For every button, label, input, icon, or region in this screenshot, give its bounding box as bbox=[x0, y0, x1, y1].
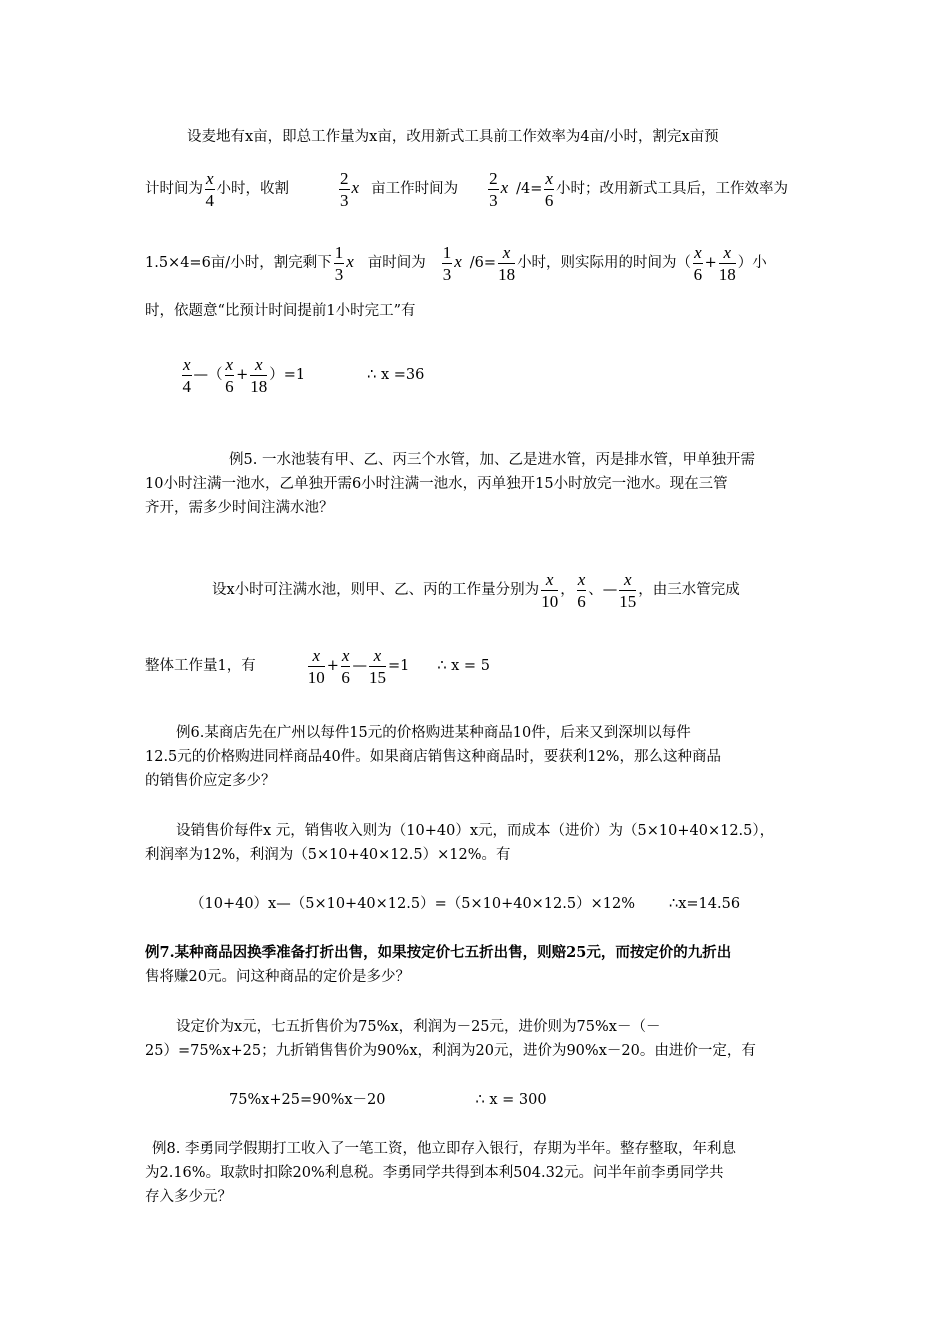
result: ∴ x = 300 bbox=[475, 1092, 547, 1108]
equation bbox=[190, 895, 740, 913]
text: ）小 bbox=[737, 255, 767, 271]
paragraph-line: 设麦地有x亩，即总工作量为x亩，改用新式工具前工作效率为4亩/小时，割完x亩预 bbox=[187, 129, 719, 145]
fraction: $\frac{x}{6}$ bbox=[577, 569, 586, 611]
fraction: $\frac{2}{3}$ bbox=[340, 168, 349, 210]
fraction: $\frac{x}{4}$ bbox=[182, 354, 192, 396]
result: ∴ x =36 bbox=[367, 367, 425, 383]
fraction: $\frac{x}{18}$ bbox=[498, 242, 516, 284]
text: /6= bbox=[469, 255, 497, 271]
example-6-line: 例6.某商店先在广州以每件15元的价格购进某种商品10件，后来又到深圳以每件 bbox=[176, 725, 691, 741]
text: 亩工作时间为 bbox=[371, 181, 459, 197]
text: =1 bbox=[387, 658, 410, 674]
fraction: $\frac{x}{18}$ bbox=[718, 242, 736, 284]
text: 亩时间为 bbox=[367, 255, 426, 271]
text: 小时；改用新式工具后，工作效率为 bbox=[555, 181, 788, 197]
fraction: $\frac{1}{3}$ bbox=[334, 242, 344, 284]
text: ，由三水管完成 bbox=[638, 582, 740, 598]
example-6-line: 12.5元的价格购进同样商品40件。如果商店销售这种商品时，要获利12%，那么这种商品 bbox=[145, 749, 721, 765]
fraction: $\frac{x}{18}$ bbox=[250, 354, 268, 396]
solution-line: 设销售价每件x 元，销售收入则为（10+40）x元，而成本（进价）为（5×10+40×12.5）， bbox=[176, 823, 775, 839]
fraction: $\frac{x}{6}$ bbox=[341, 645, 350, 687]
text: 设x小时可注满水池，则甲、乙、丙的工作量分别为 bbox=[212, 582, 540, 598]
text: 1.5×4=6亩/小时，割完剩下 bbox=[145, 255, 332, 271]
result: ∴ x = 5 bbox=[437, 658, 490, 674]
paragraph-line: 计时间为 $\frac{x}{4}$ 小时，收割 $\frac{2}{3}$ x 亩工作时间为 $\frac{2}{3}$ x /4= $\frac{x}{6}$ 小时；改用新式工具后，工作效率为 bbox=[145, 168, 788, 210]
text: 小时，则实际用的时间为（ bbox=[517, 255, 692, 271]
solution-line: 整体工作量1，有 $\frac{x}{10}$ + $\frac{x}{6}$ — $\frac{x}{15}$ =1 ∴ x = 5 bbox=[145, 645, 490, 687]
fraction: $\frac{x}{15}$ bbox=[368, 645, 386, 687]
solution-line: 设定价为x元，七五折售价为75%x，利润为－25元，进价则为75%x－（－ bbox=[176, 1019, 661, 1035]
fraction: $\frac{x}{6}$ bbox=[225, 354, 234, 396]
solution-line: 利润率为12%，利润为（5×10+40×12.5）×12%。有 bbox=[145, 847, 511, 863]
text: （10+40）x—（5×10+40×12.5）=（5×10+40×12.5）×12% bbox=[190, 896, 635, 912]
text: /4= bbox=[516, 181, 543, 197]
example-7-line: 例7.某种商品因换季准备打折出售，如果按定价七五折出售，则赔25元，而按定价的九折出 bbox=[145, 944, 732, 961]
paragraph-line: 1.5×4=6亩/小时，割完剩下 $\frac{1}{3}$ x 亩时间为 $\frac{1}{3}$ x /6= $\frac{x}{18}$ 小时，则实际用的时间为（ $\frac{x}{6}$ + $\frac{x}{18}$ ）小 bbox=[145, 242, 767, 284]
solution-line: 25）=75%x+25；九折销售售价为90%x，利润为20元，进价为90%x－20。由进价一定，有 bbox=[145, 1043, 756, 1059]
example-5-line: 例5. 一水池装有甲、乙、丙三个水管，加、乙是进水管，丙是排水管，甲单独开需 bbox=[229, 452, 755, 468]
example-5-line: 10小时注满一池水，乙单独开需6小时注满一池水，丙单独开15小时放完一池水。现在三管 bbox=[145, 476, 728, 492]
example-8-line: 例8. 李勇同学假期打工收入了一笔工资，他立即存入银行，存期为半年。整存整取，年利息 bbox=[152, 1141, 736, 1157]
text: 小时，收割 bbox=[216, 181, 290, 197]
text: 计时间为 bbox=[145, 181, 203, 197]
example-5-line: 齐开，需多少时间注满水池？ bbox=[145, 500, 334, 516]
fraction: $\frac{2}{3}$ bbox=[489, 168, 498, 210]
example-8-line: 为2.16%。取款时扣除20%利息税。李勇同学共得到本利504.32元。问半年前李勇同学共 bbox=[145, 1165, 724, 1181]
fraction: $\frac{1}{3}$ bbox=[442, 242, 452, 284]
example-8-line: 存入多少元？ bbox=[145, 1189, 232, 1205]
fraction: $\frac{x}{15}$ bbox=[619, 569, 637, 611]
paragraph-line: 时，依题意“比预计时间提前1小时完工”有 bbox=[145, 303, 416, 319]
text: 整体工作量1，有 bbox=[145, 658, 256, 674]
fraction: $\frac{x}{10}$ bbox=[541, 569, 559, 611]
text: 75%x+25=90%x－20 bbox=[229, 1092, 386, 1108]
equation: $\frac{x}{4}$ —（ $\frac{x}{6}$ + $\frac{x}{18}$ ）=1 ∴ x =36 bbox=[182, 354, 425, 396]
fraction: $\frac{x}{6}$ bbox=[544, 168, 554, 210]
text: ）=1 bbox=[269, 367, 306, 383]
example-7-line: 售将赚20元。问这种商品的定价是多少？ bbox=[145, 969, 410, 985]
fraction: $\frac{x}{10}$ bbox=[307, 645, 325, 687]
example-6-line: 的销售价应定多少？ bbox=[145, 773, 276, 789]
result: ∴x=14.56 bbox=[668, 896, 741, 912]
solution-line: 设x小时可注满水池，则甲、乙、丙的工作量分别为 $\frac{x}{10}$ ， $\frac{x}{6}$ 、— $\frac{x}{15}$ ，由三水管完成 bbox=[212, 569, 740, 611]
text: —（ bbox=[193, 367, 223, 383]
equation bbox=[229, 1091, 547, 1109]
fraction: $\frac{x}{6}$ bbox=[693, 242, 703, 284]
fraction: $\frac{x}{4}$ bbox=[205, 168, 215, 210]
